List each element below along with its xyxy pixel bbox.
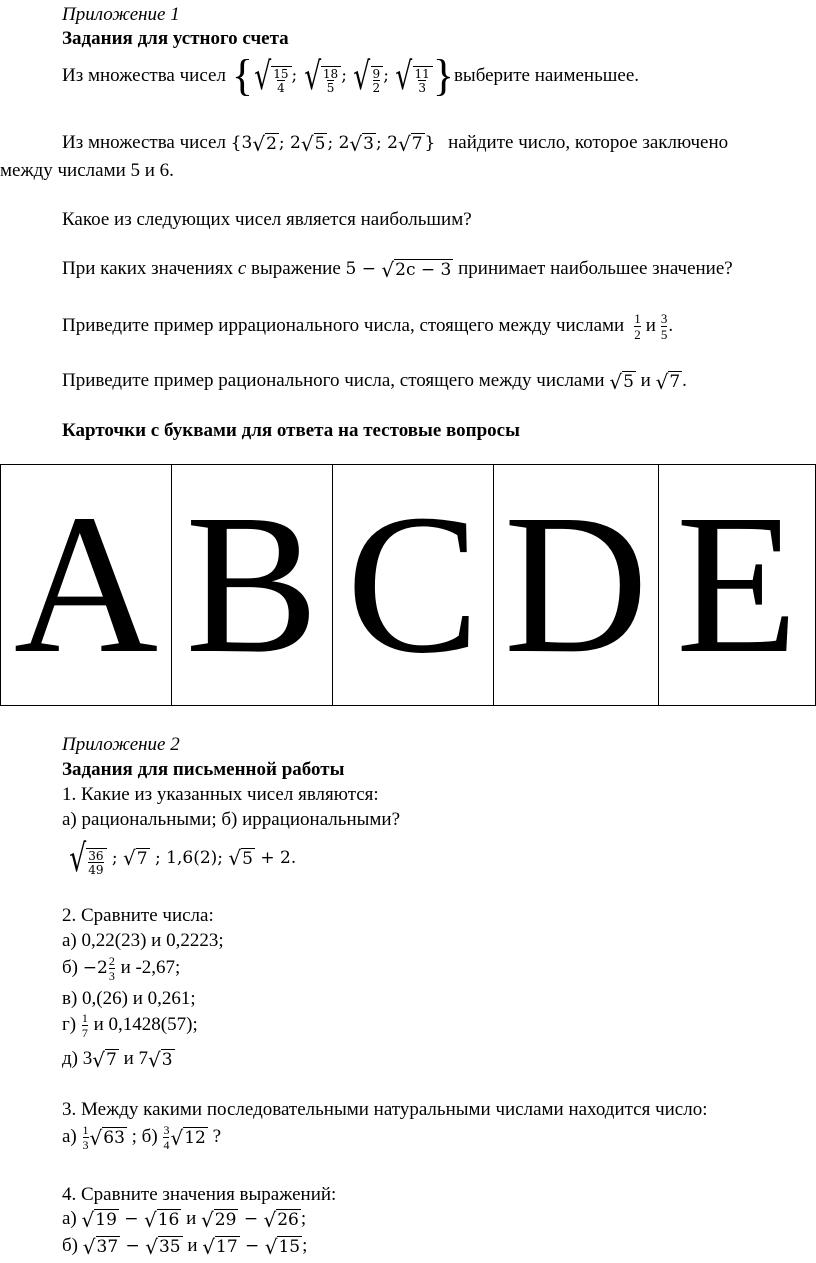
task-2-d: г) $\frac{1}{7}$ и 0,1428(57);: [62, 1011, 198, 1040]
q1-prefix: Из множества чисел: [62, 64, 226, 86]
left-brace: {: [231, 51, 254, 100]
task-2-c: в) 0,(26) и 0,261;: [62, 988, 196, 1009]
appendix1-title: Приложение 1: [62, 4, 180, 25]
card-a[interactable]: [1, 465, 172, 706]
task-4-a: а) √ 19 − √ 16 и √ 29 − √ 26 ;: [62, 1207, 307, 1232]
task-4-b: б) √ 37 − √ 35 и √ 17 − √ 15 ;: [62, 1234, 308, 1259]
card-b[interactable]: [172, 465, 333, 706]
q1-set: √ $\frac{15}{4}$ ; √ $\frac{18}{5}$ ; √ $\frac{9}{2}$ ; √ $\frac{11}{3}$: [253, 57, 433, 95]
card-letter: A: [13, 474, 159, 695]
card-letter: D: [503, 474, 649, 695]
task-1-numbers: √ $\frac{36}{49}$ ; √ 7 ; 1,6(2); √ 5 + 2.: [69, 836, 297, 880]
q2-set: {3 √ 2 ; 2 √ 5 ; 2 √ 3 ; 2 √ 7 }: [230, 131, 436, 156]
task-2-b: б) −2 $\frac{2}{3}$ и -2,67;: [62, 954, 181, 983]
cards-heading: Карточки с буквами для ответа на тестовые вопросы: [62, 420, 520, 441]
question-3: Какое из следующих чисел является наибольшим?: [62, 209, 472, 230]
appendix1-heading: Задания для устного счета: [62, 28, 289, 49]
task-3-options: а) $\frac{1}{3}$ √ 63 ; б) $\frac{3}{4}$ √ 12 ?: [62, 1123, 222, 1152]
task-2-line1: 2. Сравните числа:: [62, 905, 214, 926]
task-2-a: а) 0,22(23) и 0,2223;: [62, 930, 224, 951]
question-2-line2: между числами 5 и 6.: [0, 160, 174, 181]
question-1: [62, 52, 639, 100]
task-1-line1: 1. Какие из указанных чисел являются:: [62, 784, 379, 805]
question-4: При каких значениях c выражение 5 − √ 2c − 3 принимает наибольшее значение?: [62, 257, 733, 282]
question-5: Приведите пример иррационального числа, стоящего между числами $\frac{1}{2}$ и $\frac{3}{5}$ .: [62, 311, 674, 342]
letter-cards-table: [0, 464, 816, 706]
task-1-line2: а) рациональными; б) иррациональными?: [62, 809, 401, 830]
card-d[interactable]: [494, 465, 659, 706]
task-4-line1: 4. Сравните значения выражений:: [62, 1184, 337, 1205]
question-2: Из множества чисел {3 √ 2 ; 2 √ 5 ; 2 √ 3 ; 2 √ 7 } найдите число, которое заключено: [62, 131, 729, 156]
task-2-e: д) 3 √ 7 и 7 √ 3: [62, 1047, 173, 1072]
card-c[interactable]: [333, 465, 494, 706]
card-letter: B: [185, 474, 319, 695]
task-3-line1: 3. Между какими последовательными натуральными числами находится число:: [62, 1099, 708, 1120]
card-letter: C: [346, 474, 480, 695]
q1-suffix: выберите наименьшее.: [453, 64, 639, 86]
appendix2-title: Приложение 2: [62, 734, 180, 755]
question-6: Приведите пример рационального числа, стоящего между числами √ 5 и √ 7 .: [62, 369, 687, 394]
card-letter: E: [675, 474, 799, 695]
card-e[interactable]: [659, 465, 816, 706]
appendix2-heading: Задания для письменной работы: [62, 759, 345, 780]
right-brace: }: [432, 51, 454, 100]
